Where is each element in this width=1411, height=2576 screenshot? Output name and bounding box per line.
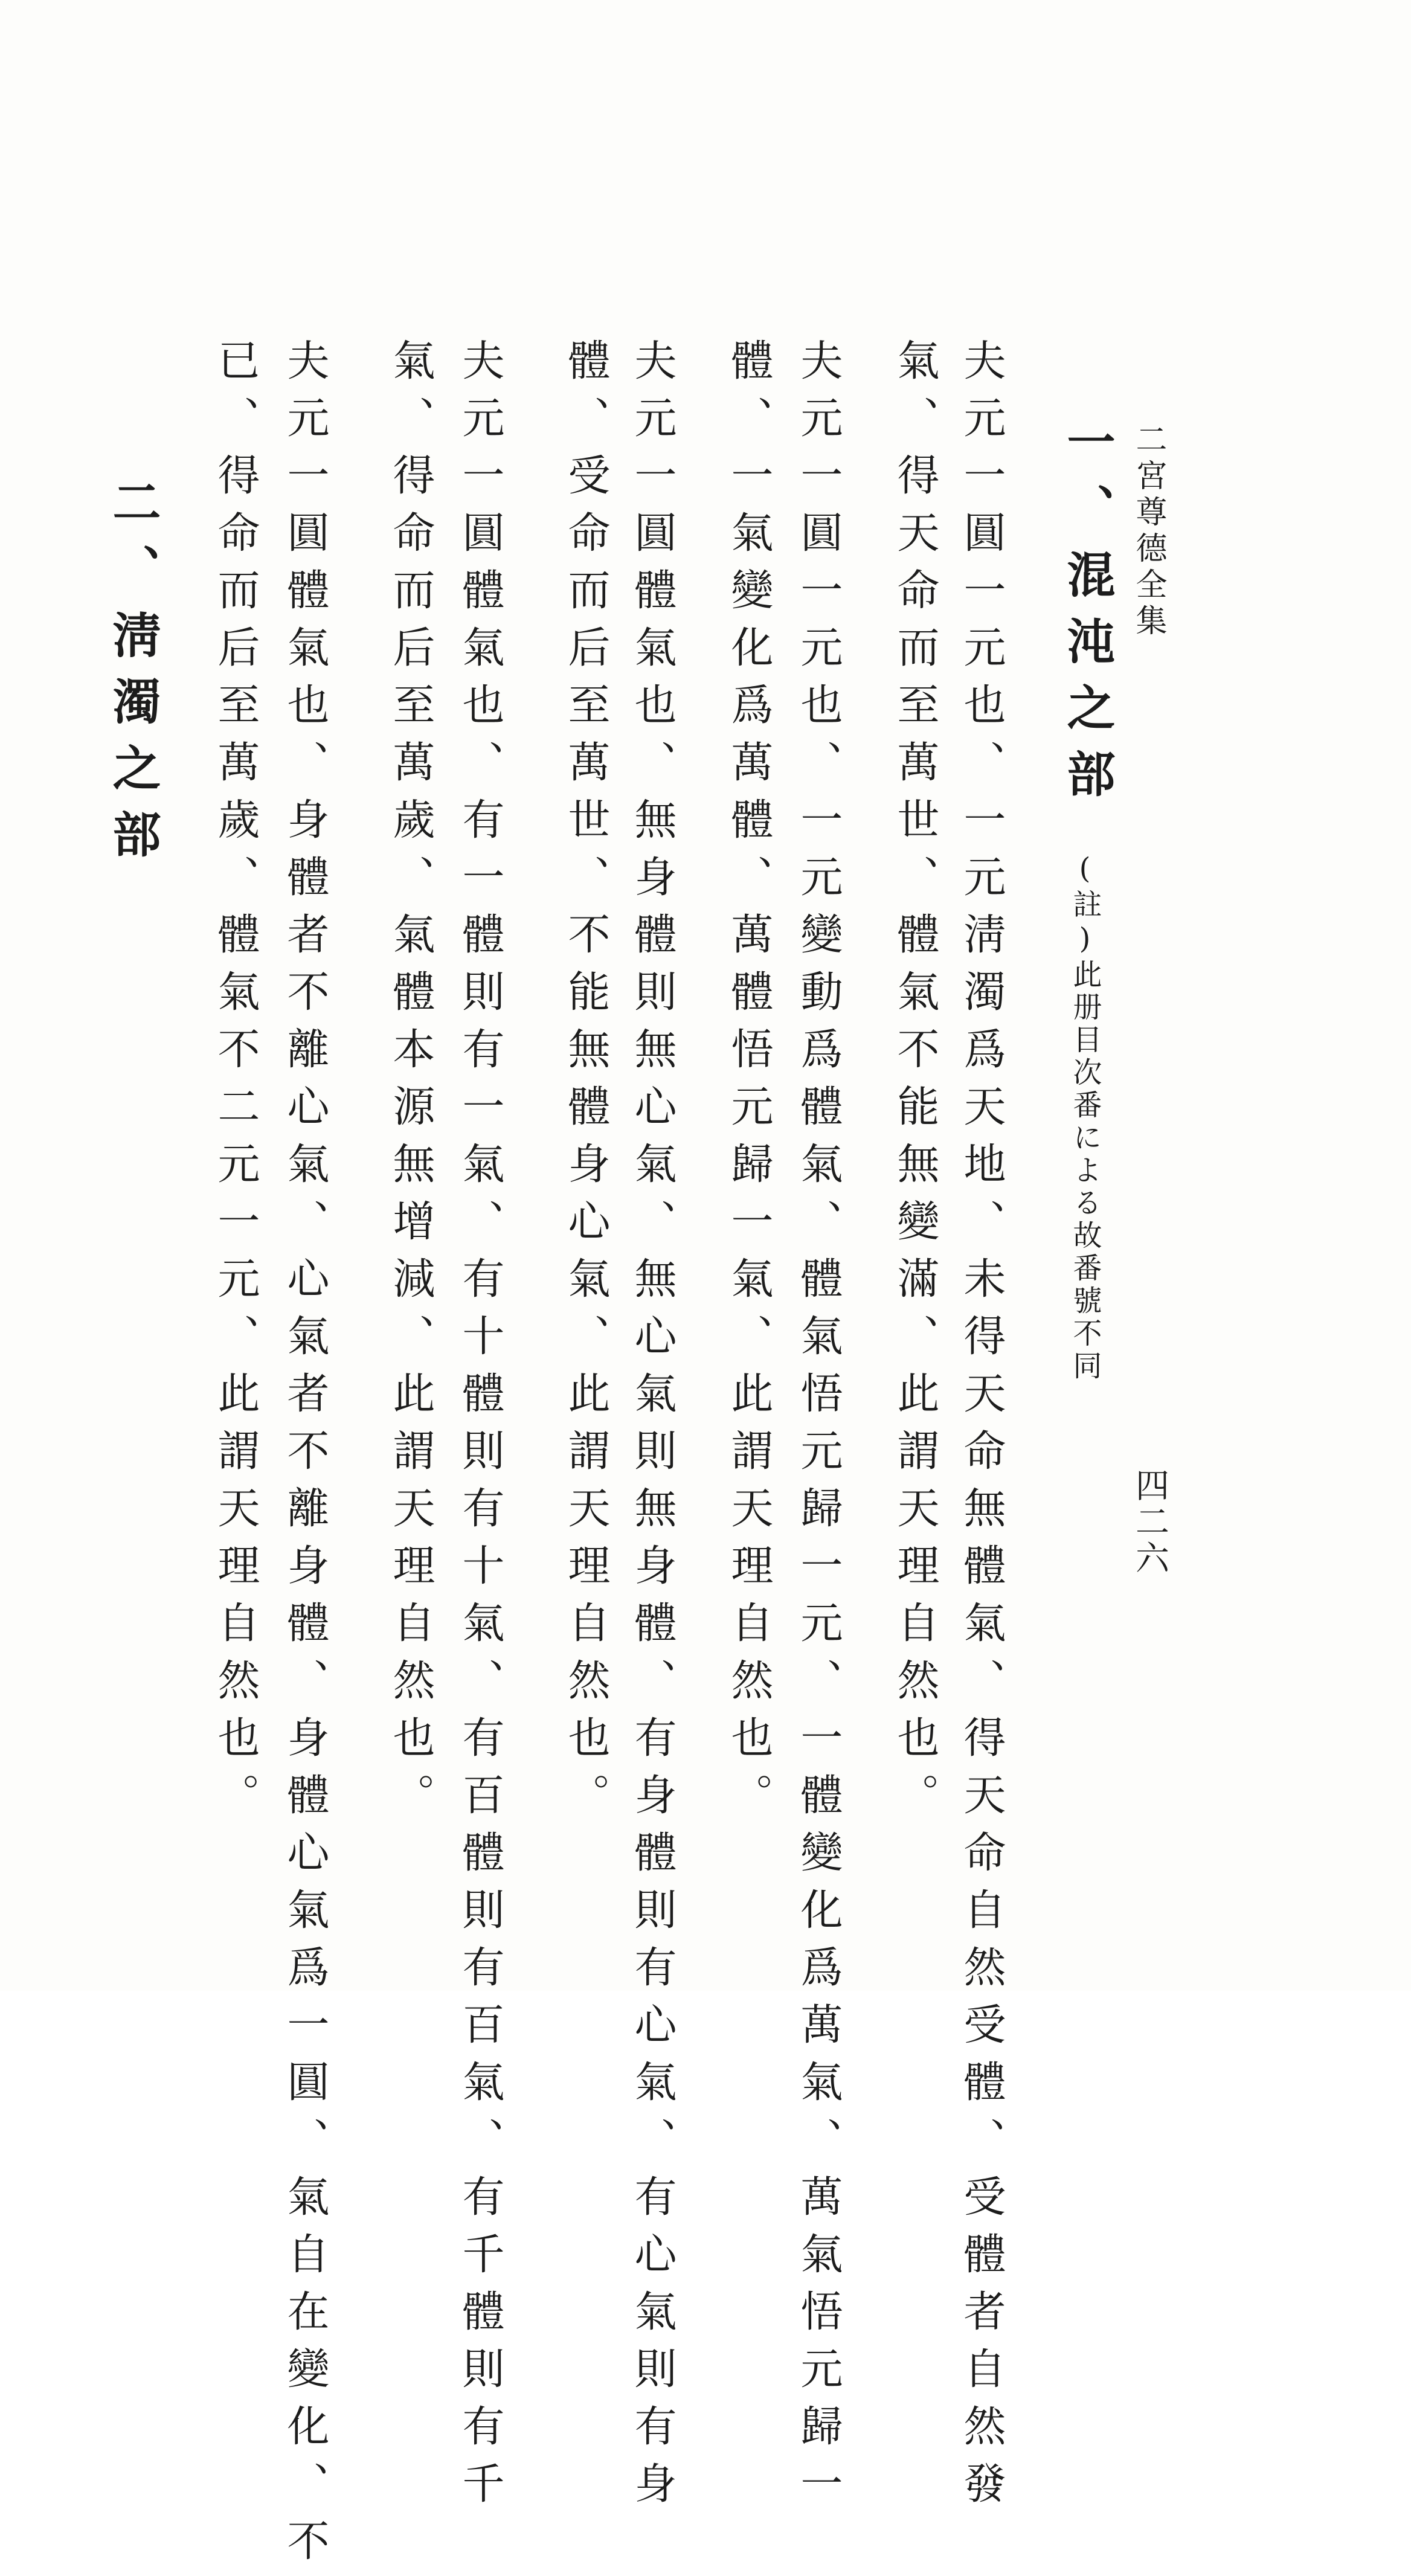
text-column-6: 體、受命而后至萬世、不能無體身心氣、此謂天理自然也。 <box>561 338 611 1830</box>
text-column-2: 氣、得天命而至萬世、體氣不能無變滿、此謂天理自然也。 <box>890 338 940 1830</box>
text-column-7: 夫元一圓體氣也、有一體則有一氣、有十體則有十氣、有百體則有百氣、有千體則有千 <box>455 338 505 2519</box>
text-column-9: 夫元一圓體氣也、身體者不離心氣、心氣者不離身體、身體心氣爲一圓、氣自在變化、不 <box>280 338 330 2576</box>
running-title: 二宮尊德全集 <box>1130 423 1166 640</box>
text-column-10: 已、得命而后至萬歲、體氣不二元一元、此謂天理自然也。 <box>211 338 260 1830</box>
text-column-4: 體、一氣變化爲萬體、萬體悟元歸一氣、此謂天理自然也。 <box>724 338 774 1830</box>
text-column-5: 夫元一圓體氣也、無身體則無心氣、無心氣則無身體、有身體則有心氣、有心氣則有身 <box>628 338 677 2519</box>
editor-note: (註)此册目次番による故番號不同 <box>1068 852 1102 1383</box>
text-column-3: 夫元一圓一元也、一元變動爲體氣、體氣悟元歸一元、一體變化爲萬氣、萬氣悟元歸一 <box>794 338 843 2519</box>
page-number: 四二六 <box>1130 1468 1169 1576</box>
text-column-8: 氣、得命而后至萬歲、氣體本源無增減、此謂天理自然也。 <box>386 338 436 1830</box>
section-heading-clear-turbid: 二、淸濁之部 <box>104 477 161 876</box>
section-heading-chaos: 一、混沌之部 <box>1059 417 1116 815</box>
text-column-1: 夫元一圓一元也、一元淸濁爲天地、未得天命無體氣、得天命自然受體、受體者自然發 <box>957 338 1006 2519</box>
